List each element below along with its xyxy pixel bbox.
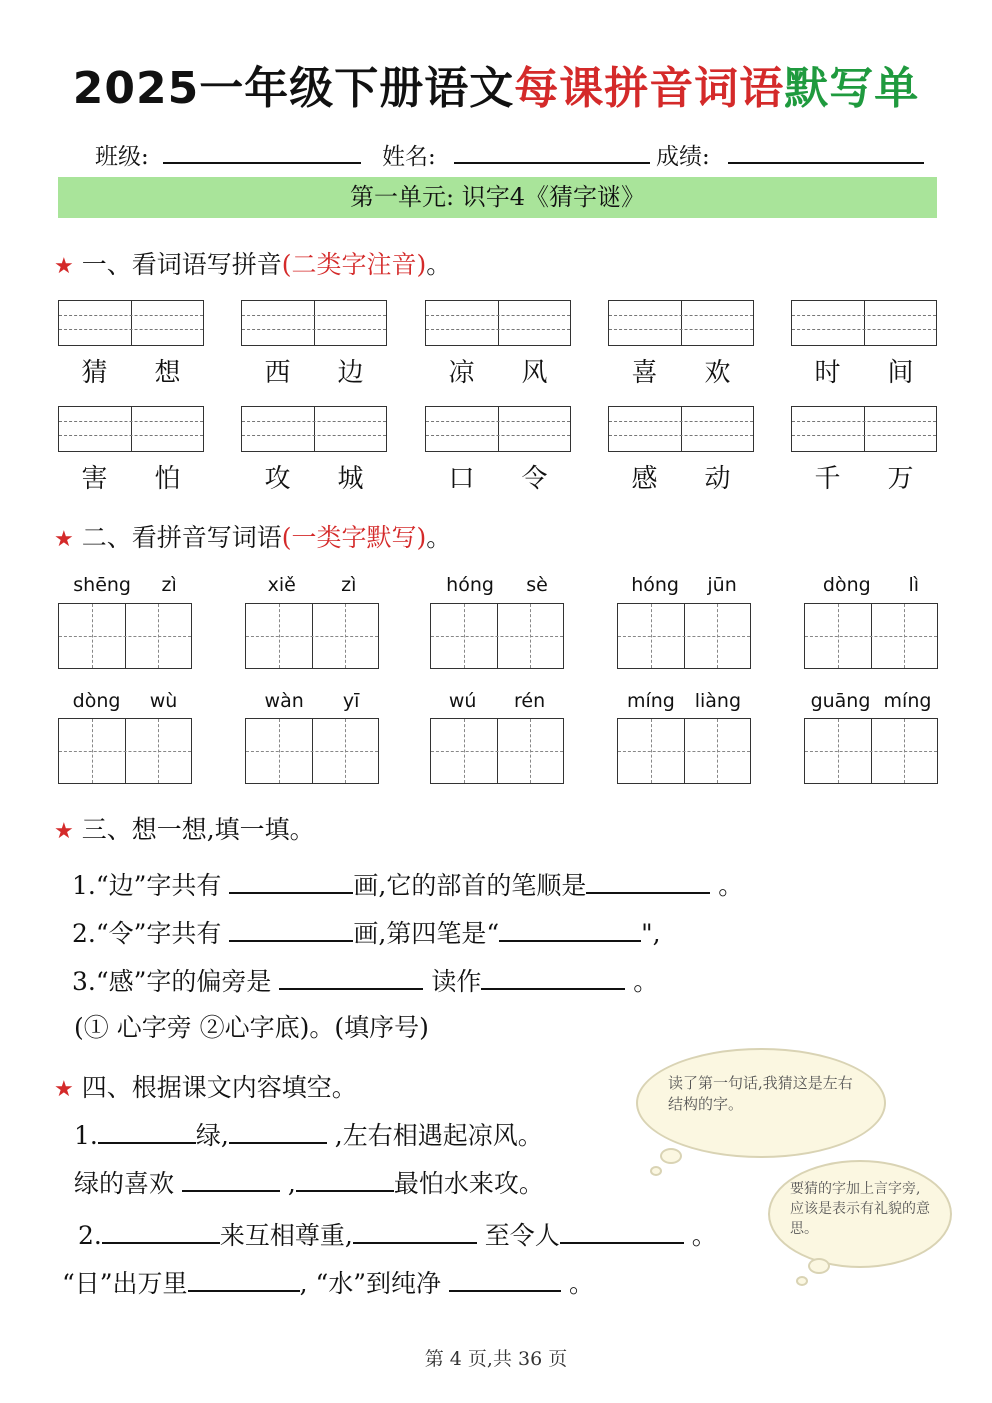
tianzige-box[interactable] xyxy=(58,603,192,669)
answer-blank[interactable] xyxy=(229,918,353,942)
word-character: 猜 xyxy=(81,358,108,388)
word-character: 怕 xyxy=(154,464,181,494)
pinyin-syllable: xiě xyxy=(267,574,296,596)
name-field[interactable] xyxy=(454,162,650,164)
bubble-1-text: 读了第一句话,我猜这是左右结构的字。 xyxy=(668,1074,853,1113)
thought-bubble-2 xyxy=(768,1160,952,1268)
pinyin-syllable: lì xyxy=(908,574,920,596)
word-character: 口 xyxy=(448,464,475,494)
q3-3-text-a: 3.“感”字的偏旁是 xyxy=(72,967,272,996)
word-characters xyxy=(425,458,571,495)
poem-line-3 xyxy=(78,1216,717,1252)
line-text: “日”出万里 xyxy=(62,1269,188,1298)
answer-blank[interactable] xyxy=(188,1268,300,1292)
question-3-2 xyxy=(72,914,661,950)
section-1-title: 一、看词语写拼音 xyxy=(81,250,282,279)
pinyin-label xyxy=(804,574,938,596)
line-text: 最怕水来攻。 xyxy=(393,1169,544,1198)
word-character: 令 xyxy=(521,464,548,494)
line-text: 2. xyxy=(78,1221,102,1250)
poem-line-2 xyxy=(74,1164,544,1200)
section-2-title: 二、看拼音写词语 xyxy=(81,523,282,552)
tianzige-box[interactable] xyxy=(430,603,564,669)
line-text: 绿的喜欢 xyxy=(74,1169,175,1198)
word-characters xyxy=(241,352,387,389)
section-1-note: (二类字注音) xyxy=(281,250,427,279)
q3-1-text-a: 1.“边”字共有 xyxy=(72,871,222,900)
pinyin-label xyxy=(804,690,938,712)
word-character: 西 xyxy=(264,358,291,388)
unit-banner: 第一单元: 识字4《猜字谜》 xyxy=(58,177,937,218)
class-label: 班级: xyxy=(95,144,149,170)
word-character: 感 xyxy=(631,464,658,494)
pinyin-syllable: hóng xyxy=(631,574,679,596)
section-1-heading xyxy=(54,245,451,281)
pinyin-syllable: dòng xyxy=(72,690,121,712)
answer-blank[interactable] xyxy=(182,1168,280,1192)
answer-blank[interactable] xyxy=(499,918,641,942)
pinyin-syllable: yī xyxy=(342,690,360,712)
pinyin-box[interactable] xyxy=(425,406,571,452)
pinyin-box[interactable] xyxy=(241,406,387,452)
section-3-heading xyxy=(54,810,315,846)
tianzige-box[interactable] xyxy=(430,718,564,784)
bubble-dot xyxy=(660,1148,682,1164)
word-character: 想 xyxy=(154,358,181,388)
answer-blank[interactable] xyxy=(481,966,625,990)
pinyin-syllable: míng xyxy=(626,690,675,712)
star-icon: ★ xyxy=(54,819,74,844)
pinyin-box[interactable] xyxy=(608,300,754,346)
q3-3-text-b: 读作 xyxy=(431,967,482,996)
section-2-note: (一类字默写) xyxy=(281,523,427,552)
pinyin-syllable: zì xyxy=(161,574,177,596)
pinyin-box[interactable] xyxy=(791,406,937,452)
pinyin-label xyxy=(617,690,751,712)
word-characters xyxy=(425,352,571,389)
question-3-3 xyxy=(72,962,658,998)
word-characters xyxy=(608,458,754,495)
answer-blank[interactable] xyxy=(449,1268,561,1292)
word-character: 欢 xyxy=(704,358,731,388)
class-field[interactable] xyxy=(163,162,361,164)
answer-blank[interactable] xyxy=(229,1120,327,1144)
pinyin-label xyxy=(58,574,192,596)
word-character: 风 xyxy=(521,358,548,388)
answer-blank[interactable] xyxy=(279,966,423,990)
word-character: 边 xyxy=(337,358,364,388)
tianzige-box[interactable] xyxy=(617,603,751,669)
answer-blank[interactable] xyxy=(560,1220,684,1244)
line-text: 绿, xyxy=(195,1121,229,1150)
line-text: ,左右相遇起凉风。 xyxy=(334,1121,543,1150)
bubble-dot xyxy=(650,1166,662,1176)
star-icon: ★ xyxy=(54,1077,74,1102)
pinyin-syllable: guāng xyxy=(810,690,871,712)
word-character: 攻 xyxy=(264,464,291,494)
word-character: 时 xyxy=(814,358,841,388)
line-text: 。 xyxy=(691,1221,717,1250)
title-part-1: 2025一年级下册语文 xyxy=(72,63,515,114)
bubble-dot xyxy=(796,1276,808,1286)
line-text: 至令人 xyxy=(484,1221,560,1250)
line-text: , xyxy=(287,1169,296,1198)
word-characters xyxy=(791,458,937,495)
pinyin-syllable: dòng xyxy=(822,574,871,596)
section-4-title: 四、根据课文内容填空。 xyxy=(81,1073,357,1102)
line-text: “水”到纯净 xyxy=(315,1269,442,1298)
word-character: 万 xyxy=(887,464,914,494)
q3-2-text-c: ", xyxy=(641,919,661,948)
word-characters xyxy=(608,352,754,389)
word-character: 凉 xyxy=(448,358,475,388)
word-character: 动 xyxy=(704,464,731,494)
bubble-dot xyxy=(808,1258,830,1274)
pinyin-label xyxy=(430,690,564,712)
q3-1-text-b: 画,它的部首的笔顺是 xyxy=(353,871,587,900)
tianzige-box[interactable] xyxy=(245,603,379,669)
word-characters xyxy=(58,352,204,389)
pinyin-syllable: rén xyxy=(514,690,546,712)
name-label: 姓名: xyxy=(382,144,436,170)
page-footer: 第 4 页,共 36 页 xyxy=(424,1348,568,1370)
word-character: 喜 xyxy=(631,358,658,388)
pinyin-syllable: jūn xyxy=(707,574,737,596)
pinyin-label xyxy=(245,574,379,596)
pinyin-label xyxy=(245,690,379,712)
word-character: 城 xyxy=(337,464,364,494)
poem-line-1 xyxy=(74,1116,543,1152)
answer-blank[interactable] xyxy=(353,1220,477,1244)
tianzige-box[interactable] xyxy=(804,718,938,784)
question-3-3-options: (① 心字旁 ②心字底)。(填序号) xyxy=(74,1013,429,1042)
star-icon: ★ xyxy=(54,254,74,279)
pinyin-box[interactable] xyxy=(791,300,937,346)
section-4-heading xyxy=(54,1068,357,1104)
pinyin-syllable: wàn xyxy=(264,690,304,712)
score-field[interactable] xyxy=(728,162,924,164)
line-text: 1. xyxy=(74,1121,98,1150)
answer-blank[interactable] xyxy=(586,870,710,894)
section-2-heading xyxy=(54,518,451,554)
pinyin-box[interactable] xyxy=(608,406,754,452)
q3-2-text-a: 2.“令”字共有 xyxy=(72,919,222,948)
page-title xyxy=(0,52,992,116)
answer-blank[interactable] xyxy=(98,1120,196,1144)
word-character: 害 xyxy=(81,464,108,494)
pinyin-syllable: wù xyxy=(149,690,178,712)
title-part-3: 默写单 xyxy=(784,63,920,114)
star-icon: ★ xyxy=(54,527,74,552)
pinyin-syllable: zì xyxy=(341,574,357,596)
pinyin-label xyxy=(617,574,751,596)
pinyin-syllable: sè xyxy=(526,574,548,596)
section-2-end: 。 xyxy=(426,523,452,552)
word-character: 间 xyxy=(887,358,914,388)
pinyin-syllable: liàng xyxy=(694,690,742,712)
section-3-title: 三、想一想,填一填。 xyxy=(81,815,315,844)
word-characters xyxy=(241,458,387,495)
poem-line-4 xyxy=(62,1264,594,1300)
q3-1-text-c: 。 xyxy=(718,871,744,900)
tianzige-box[interactable] xyxy=(58,718,192,784)
score-label: 成绩: xyxy=(656,144,710,170)
q3-2-text-b: 画,第四笔是“ xyxy=(353,919,500,948)
question-3-1 xyxy=(72,866,743,902)
pinyin-syllable: wú xyxy=(448,690,477,712)
line-text: 来互相尊重, xyxy=(219,1221,353,1250)
pinyin-box[interactable] xyxy=(241,300,387,346)
pinyin-box[interactable] xyxy=(58,406,204,452)
tianzige-box[interactable] xyxy=(617,718,751,784)
pinyin-box[interactable] xyxy=(58,300,204,346)
line-text: , xyxy=(299,1269,308,1298)
pinyin-syllable: míng xyxy=(883,690,932,712)
word-characters xyxy=(58,458,204,495)
thought-bubble-1 xyxy=(636,1048,886,1158)
bubble-2-text: 要猜的字加上言字旁,应该是表示有礼貌的意思。 xyxy=(790,1181,930,1237)
pinyin-syllable: hóng xyxy=(446,574,494,596)
q3-3-text-c: 。 xyxy=(633,967,659,996)
title-part-2: 每课拼音词语 xyxy=(514,63,785,114)
tianzige-box[interactable] xyxy=(804,603,938,669)
line-text: 。 xyxy=(568,1269,594,1298)
pinyin-syllable: shēng xyxy=(73,574,131,596)
word-characters xyxy=(791,352,937,389)
tianzige-box[interactable] xyxy=(245,718,379,784)
word-character: 千 xyxy=(814,464,841,494)
section-1-end: 。 xyxy=(426,250,452,279)
pinyin-label xyxy=(430,574,564,596)
answer-blank[interactable] xyxy=(296,1168,394,1192)
pinyin-label xyxy=(58,690,192,712)
pinyin-box[interactable] xyxy=(425,300,571,346)
answer-blank[interactable] xyxy=(102,1220,220,1244)
answer-blank[interactable] xyxy=(229,870,353,894)
